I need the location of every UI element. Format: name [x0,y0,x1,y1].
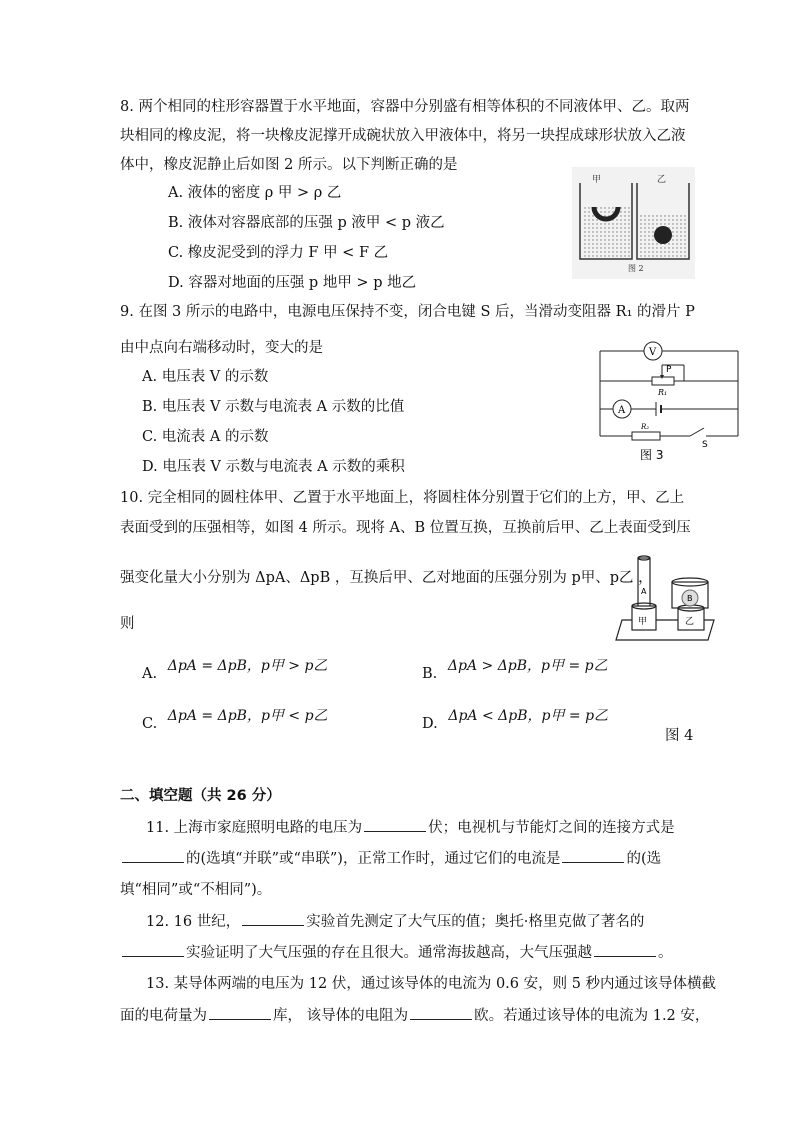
q8-option-c: C. 橡皮泥受到的浮力 F 甲 < F 乙 [168,245,389,261]
q9-option-a: A. 电压表 V 的示数 [142,369,269,385]
q12-line-1 [146,911,644,932]
q11-text-1b: 伏；电视机与节能灯之间的连接方式是 [428,820,675,836]
q13-blank-2[interactable] [410,1005,472,1020]
q10-option-d-label: D. [422,716,438,732]
q12-text-1b: 实验首先测定了大气压的值；奥托·格里克做了著名的 [306,914,645,930]
figure-4 [612,548,722,648]
q11-text-1a: 11. 上海市家庭照明电路的电压为 [146,820,363,836]
figure-4-drawing [612,548,722,648]
q8-option-b: B. 液体对容器底部的压强 p 液甲 < p 液乙 [168,215,445,231]
figure-2 [572,167,695,279]
q12-blank-2[interactable] [122,942,184,957]
q12-text-2b: 。 [658,945,673,961]
q9-option-b: B. 电压表 V 示数与电流表 A 示数的比值 [142,399,405,415]
figure-4-caption: 图 4 [665,728,694,744]
figure-3-caption: 图 3 [640,448,664,462]
ammeter-label: A [618,405,626,416]
q10-option-b [422,658,608,684]
q13-text-2c: 欧。若通过该导体的电流为 1.2 安， [474,1008,710,1024]
q13-text-2a: 面的电荷量为 [120,1008,207,1024]
q11-blank-3[interactable] [562,848,624,863]
q12-text-2a: 实验证明了大气压强的存在且很大。通常海拔越高，大气压强越 [186,945,592,961]
figure-2-drawing [572,167,695,279]
q11-blank-2[interactable] [122,848,184,863]
figure-3 [594,340,744,465]
switch-label: S [702,440,708,450]
q10-option-a-expr: ΔpA = ΔpB，p甲 > p乙 [167,658,328,674]
slider-p-label: P [666,365,672,375]
q10-option-d [422,708,609,734]
q12-blank-1[interactable] [242,911,304,926]
q10-option-c-expr: ΔpA = ΔpB，p甲 < p乙 [167,708,328,724]
q12-blank-3[interactable] [594,942,656,957]
q8-stem-line-2: 块相同的橡皮泥，将一块橡皮泥撑开成碗状放入甲液体中，将另一块捏成球形状放入乙液 [120,128,686,144]
figure-4-label-jia: 甲 [638,617,648,627]
q9-stem-line-2: 由中点向右端移动时，变大的是 [120,340,323,356]
q8-option-a: A. 液体的密度 ρ 甲 > ρ 乙 [168,185,342,201]
q8-stem-line-3: 体中，橡皮泥静止后如图 2 所示。以下判断正确的是 [120,157,458,173]
q11-blank-1[interactable] [364,817,426,832]
circuit-diagram [594,340,744,465]
q10-option-a-label: A. [142,666,158,682]
q10-option-c-label: C. [142,716,158,732]
q11-text-2a: 的(选填“并联”或“串联”)，正常工作时，通过它们的电流是 [186,851,561,867]
voltmeter-label: V [649,347,657,358]
q10-option-d-expr: ΔpA < ΔpB，p甲 = p乙 [448,708,609,724]
q13-line-1: 13. 某导体两端的电压为 12 伏，通过该导体的电流为 0.6 安，则 5 秒内通过该导体横截 [146,976,717,992]
figure-2-label-jia: 甲 [592,175,602,185]
q10-stem-line-1: 10. 完全相同的圆柱体甲、乙置于水平地面上，将圆柱体分别置于它们的上方，甲、乙上 [120,490,685,506]
r1-label: R₁ [658,388,668,397]
figure-4-label-b: B [687,594,693,603]
q10-stem-line-3: 强变化量大小分别为 ΔpA、ΔpB ，互换后甲、乙对地面的压强分别为 p甲、p乙 ， [120,570,653,586]
q10-stem-line-2: 表面受到的压强相等，如图 4 所示。现将 A、B 位置互换，互换前后甲、乙上表面受到压 [120,520,691,536]
q11-line-3: 填“相同”或“不相同”)。 [120,882,272,898]
q11-line-1 [146,817,675,838]
q12-text-1a: 12. 16 世纪， [146,914,241,930]
q13-text-2b: 库， 该导体的电阻为 [273,1008,409,1024]
q13-line-2 [120,1005,709,1026]
q8-option-d: D. 容器对地面的压强 p 地甲 > p 地乙 [168,275,417,291]
q8-stem-line-1: 8. 两个相同的柱形容器置于水平地面，容器中分别盛有相等体积的不同液体甲、乙。取两 [120,99,690,115]
q9-option-c: C. 电流表 A 的示数 [142,429,269,445]
q11-line-2 [120,848,661,869]
q9-option-d: D. 电压表 V 示数与电流表 A 示数的乘积 [142,459,405,475]
q10-option-b-label: B. [422,666,438,682]
section-2-title: 二、填空题（共 26 分） [120,788,281,804]
q9-stem-line-1: 9. 在图 3 所示的电路中，电源电压保持不变，闭合电键 S 后，当滑动变阻器 R₁ 的滑片 P [120,304,695,320]
q11-text-2b: 的(选 [626,851,662,867]
figure-4-label-yi: 乙 [685,617,695,627]
q10-option-b-expr: ΔpA > ΔpB，p甲 = p乙 [447,658,608,674]
r2-label: R₂ [641,423,650,431]
q13-blank-1[interactable] [209,1005,271,1020]
q12-line-2 [120,942,673,963]
figure-2-caption: 图 2 [628,264,644,273]
q10-option-c [142,708,328,734]
q10-stem-line-4: 则 [120,616,135,632]
figure-2-label-yi: 乙 [657,175,667,185]
figure-4-label-a: A [641,587,647,596]
q10-option-a [142,658,328,684]
